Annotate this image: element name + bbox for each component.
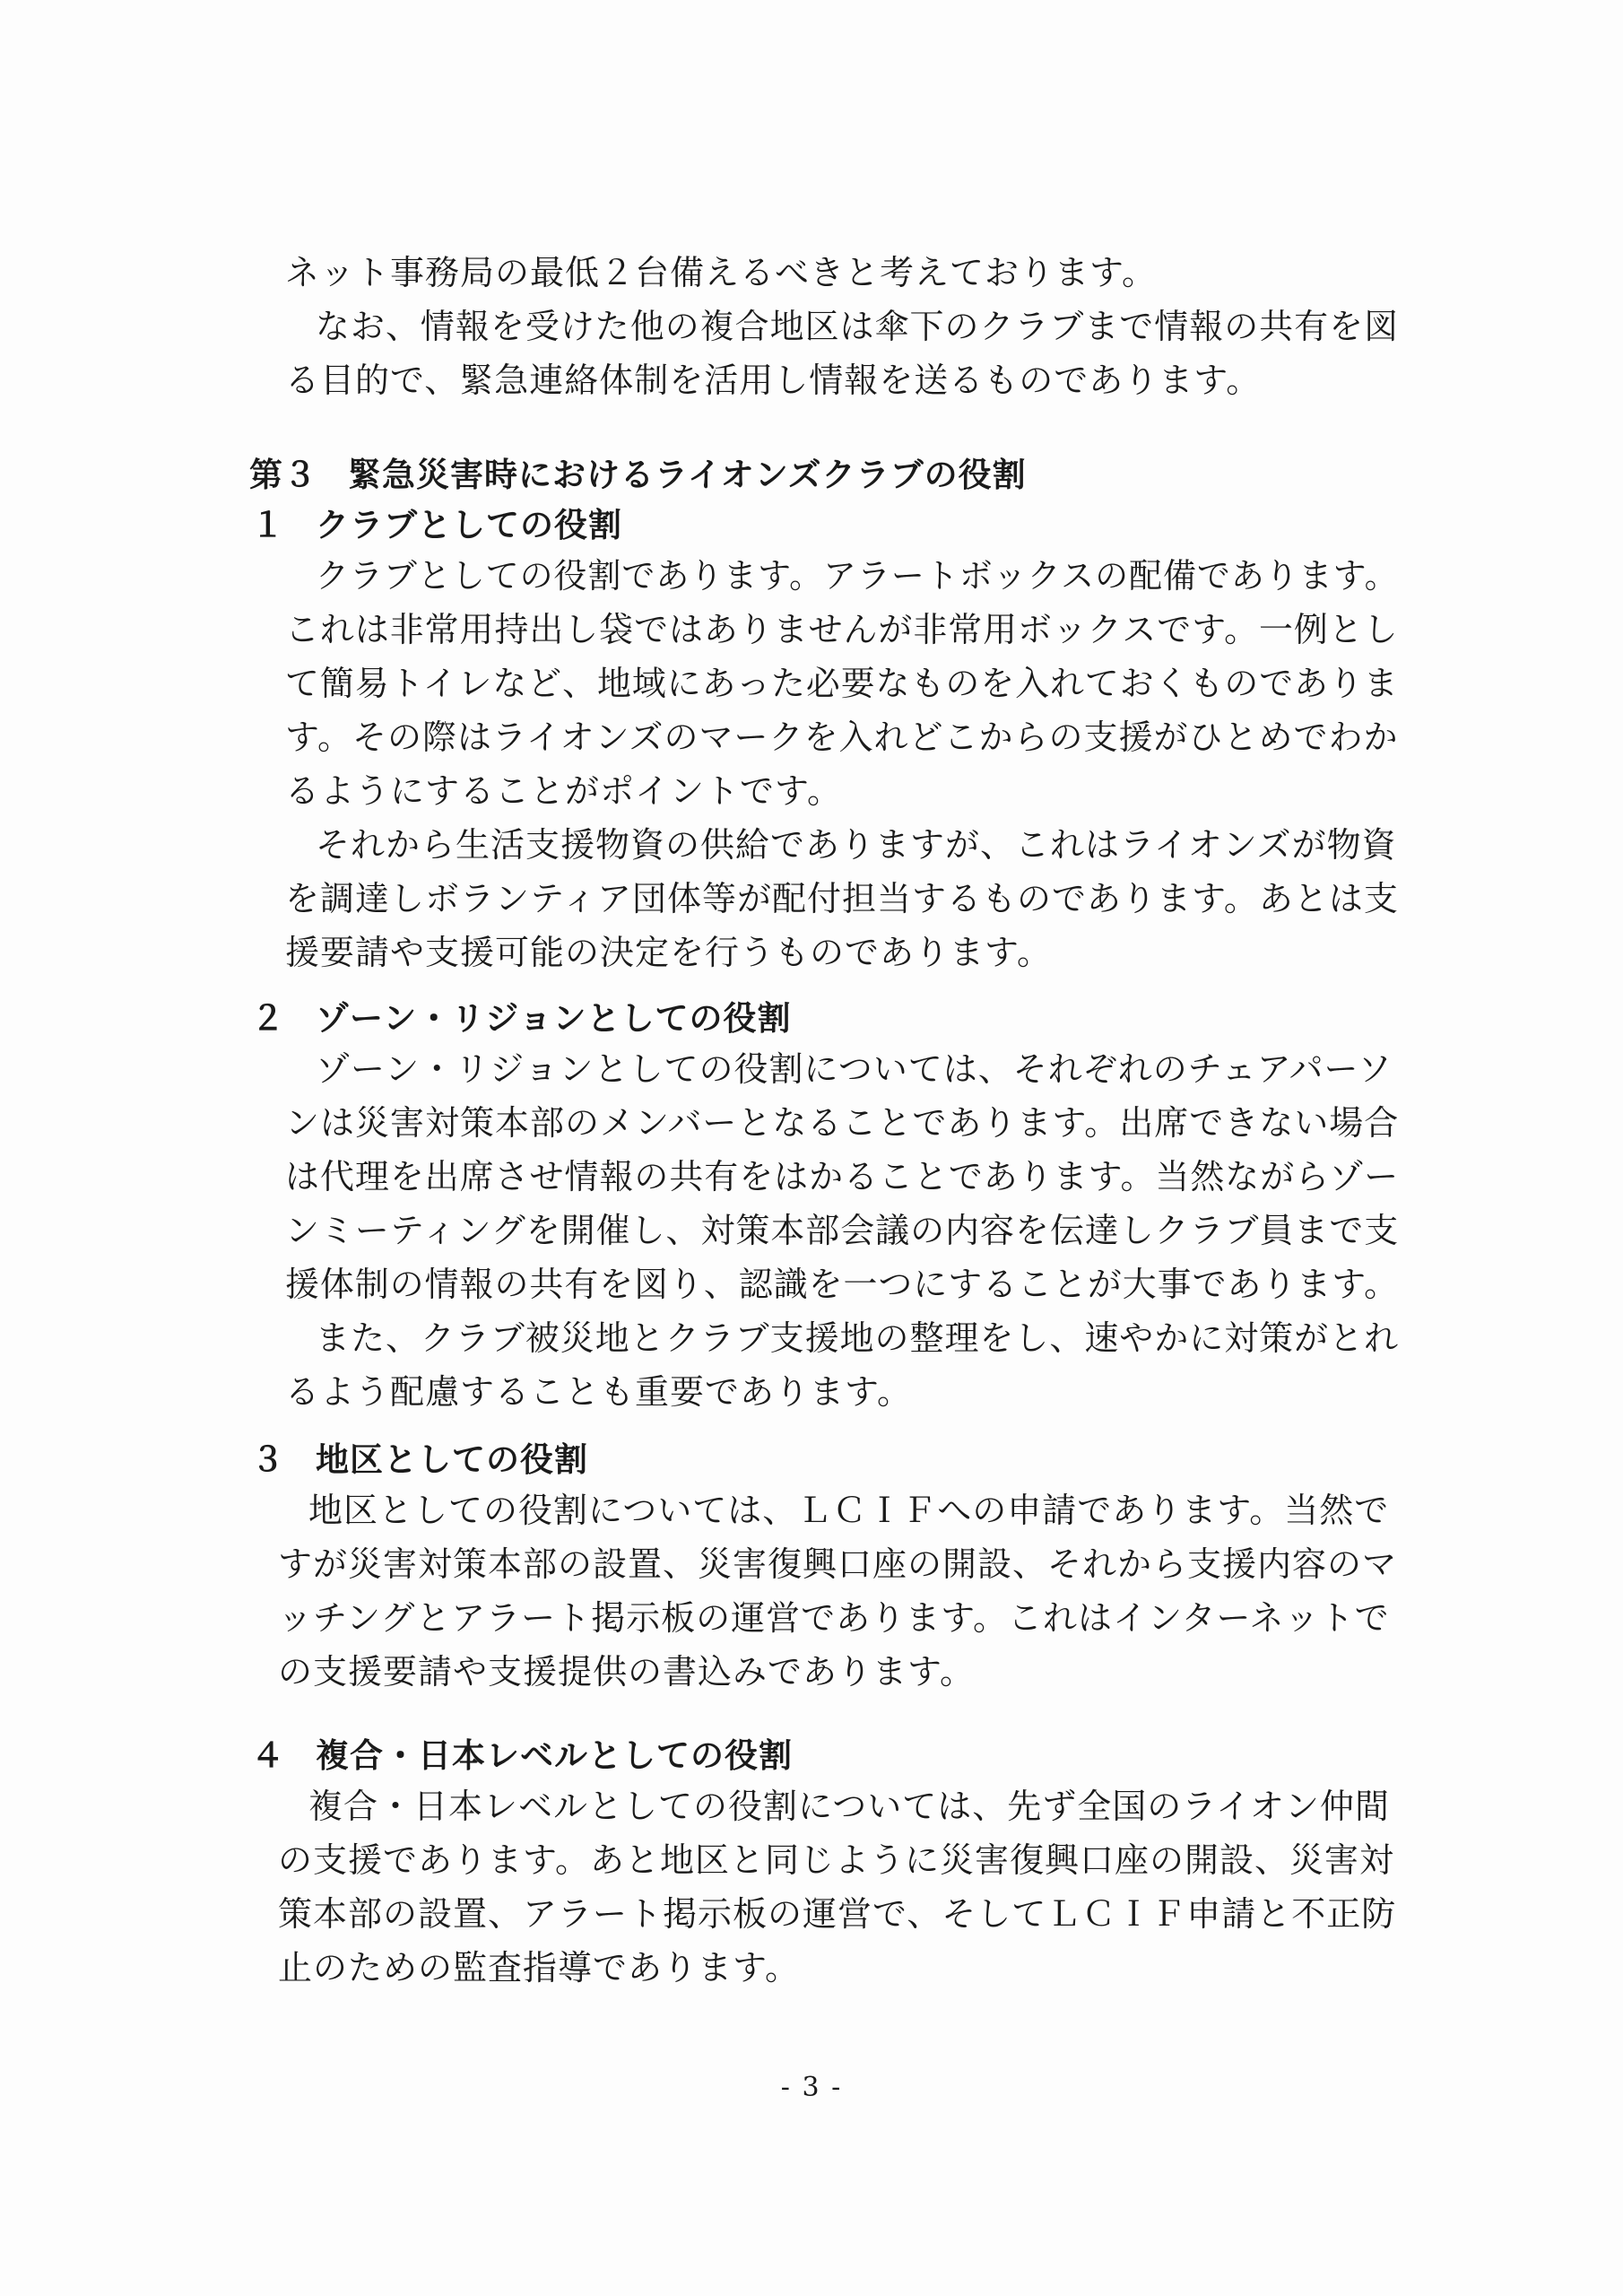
section-heading bbox=[249, 450, 1027, 500]
sub3-line-1: 地区としての役割については、ＬＣＩＦへの申請であります。当然で bbox=[308, 1491, 1390, 1530]
sub-heading-3 bbox=[251, 1435, 588, 1485]
sub-heading-2-title: ゾーン・リジョンとしての役割 bbox=[316, 999, 792, 1038]
sub-heading-2 bbox=[251, 994, 792, 1044]
intro-line-3: る目的で、緊急連絡体制を活用し情報を送るものであります。 bbox=[285, 361, 1262, 400]
sub2-line-6: また、クラブ被災地とクラブ支援地の整理をし、速やかに対策がとれ bbox=[316, 1318, 1400, 1358]
sub1-line-3: て簡易トイレなど、地域にあった必要なものを入れておくものでありま bbox=[285, 664, 1399, 703]
sub4-line-1: 複合・日本レベルとしての役割については、先ず全国のライオン仲間 bbox=[308, 1787, 1390, 1826]
sub-heading-1-title: クラブとしての役割 bbox=[316, 506, 622, 544]
intro-line-2: なお、情報を受けた他の複合地区は傘下のクラブまで情報の共有を図 bbox=[316, 307, 1400, 346]
sub-heading-3-title: 地区としての役割 bbox=[316, 1440, 588, 1479]
sub2-line-1: ゾーン・リジョンとしての役割については、それぞれのチェアパーソ bbox=[316, 1049, 1393, 1089]
sub2-line-4: ンミーティングを開催し、対策本部会議の内容を伝達しクラブ員まで支 bbox=[285, 1211, 1400, 1250]
sub1-line-8: 援要請や支援可能の決定を行うものであります。 bbox=[285, 933, 1052, 972]
sub2-line-3: は代理を出席させ情報の共有をはかることであります。当然ながらゾー bbox=[285, 1157, 1400, 1196]
sub-heading-4 bbox=[251, 1731, 793, 1781]
sub4-line-2: の支援であります。あと地区と同じように災害復興口座の開設、災害対 bbox=[278, 1840, 1394, 1880]
section-title: 緊急災害時におけるライオンズクラブの役割 bbox=[348, 456, 1027, 494]
sub-heading-3-num: ３ bbox=[251, 1440, 285, 1479]
sub3-line-3: ッチングとアラート掲示板の運営であります。これはインターネットで bbox=[278, 1598, 1390, 1638]
sub1-line-2: これは非常用持出し袋ではありませんが非常用ボックスです。一例とし bbox=[285, 610, 1399, 649]
sub3-line-2: すが災害対策本部の設置、災害復興口座の開設、それから支援内容のマ bbox=[278, 1544, 1398, 1584]
page-number: - 3 - bbox=[780, 2072, 843, 2103]
sub2-line-2: ンは災害対策本部のメンバーとなることであります。出席できない場合 bbox=[285, 1103, 1400, 1143]
sub-heading-2-num: ２ bbox=[251, 999, 285, 1038]
sub2-line-5: 援体制の情報の共有を図り、認識を一つにすることが大事であります。 bbox=[285, 1265, 1399, 1304]
sub-heading-4-num: ４ bbox=[251, 1736, 285, 1775]
sub1-line-4: す。その際はライオンズのマークを入れどこからの支援がひとめでわか bbox=[285, 718, 1399, 757]
sub4-line-4: 止のための監査指導であります。 bbox=[278, 1948, 800, 1987]
intro-line-1: ネット事務局の最低２台備えるべきと考えております。 bbox=[285, 253, 1157, 292]
sub-heading-1 bbox=[251, 500, 622, 551]
sub1-line-6: それから生活支援物資の供給でありますが、これはライオンズが物資 bbox=[316, 825, 1397, 865]
sub1-line-1: クラブとしての役割であります。アラートボックスの配備であります。 bbox=[316, 556, 1399, 596]
sub4-line-3: 策本部の設置、アラート掲示板の運営で、そしてＬＣＩＦ申請と不正防 bbox=[278, 1894, 1397, 1934]
sub-heading-4-title: 複合・日本レベルとしての役割 bbox=[316, 1736, 793, 1775]
sub1-line-5: るようにすることがポイントです。 bbox=[285, 771, 842, 811]
section-label: 第３ bbox=[249, 456, 317, 494]
sub1-line-7: を調達しボランティア団体等が配付担当するものであります。あとは支 bbox=[285, 879, 1399, 918]
sub-heading-1-num: １ bbox=[251, 506, 285, 544]
sub2-line-7: るよう配慮することも重要であります。 bbox=[285, 1372, 912, 1412]
sub3-line-4: の支援要請や支援提供の書込みであります。 bbox=[278, 1652, 975, 1692]
